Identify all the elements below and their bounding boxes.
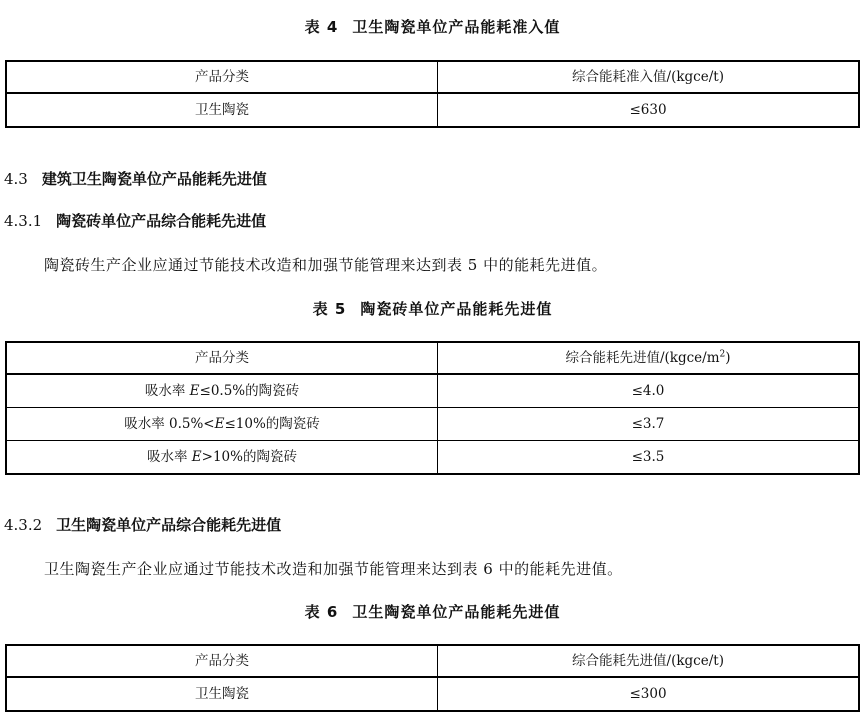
table4-caption-number: 表 4 [304, 18, 339, 36]
section-number: 4.3.2 [4, 516, 43, 534]
table-cell: 卫生陶瓷 [6, 677, 438, 711]
table-cell: ≤4.0 [438, 374, 860, 408]
table-header-row [6, 645, 859, 677]
header-unit-close: ) [725, 350, 731, 366]
cell-text: ≤10%的陶瓷砖 [224, 416, 320, 432]
section-heading-4-3 [4, 168, 267, 189]
section-heading-4-3-1 [4, 210, 266, 231]
table-header-cell: 综合能耗先进值/(kgce/t) [438, 645, 860, 677]
table5-caption-number: 表 5 [312, 300, 347, 318]
table-cell [6, 374, 438, 408]
cell-text: 吸水率 [144, 383, 190, 399]
table5 [5, 341, 860, 475]
table-cell: ≤630 [438, 93, 860, 127]
table6-caption-number: 表 6 [304, 603, 339, 621]
table-cell [6, 441, 438, 475]
table-cell: ≤3.7 [438, 408, 860, 441]
table-header-cell: 综合能耗准入值/(kgce/t) [438, 61, 860, 93]
table-header-cell: 产品分类 [6, 342, 438, 374]
cell-text: 吸水率 0.5%< [124, 416, 215, 432]
table6-caption [0, 601, 865, 622]
cell-text: >10%的陶瓷砖 [201, 449, 297, 465]
table-row [6, 374, 859, 408]
paragraph-4-3-2: 卫生陶瓷生产企业应通过节能技术改造和加强节能管理来达到表 6 中的能耗先进值。 [44, 560, 623, 578]
cell-variable: E [214, 416, 225, 432]
table-cell: ≤3.5 [438, 441, 860, 475]
table-row [6, 408, 859, 441]
table6-caption-title: 卫生陶瓷单位产品能耗先进值 [352, 603, 561, 621]
table4 [5, 60, 860, 128]
cell-text: ≤0.5%的陶瓷砖 [199, 383, 300, 399]
table4-caption [0, 16, 865, 37]
table-cell [6, 408, 438, 441]
cell-text: 吸水率 [147, 449, 192, 465]
section-title: 卫生陶瓷单位产品综合能耗先进值 [56, 516, 282, 534]
section-title: 陶瓷砖单位产品综合能耗先进值 [56, 212, 267, 230]
table-cell: 卫生陶瓷 [6, 93, 438, 127]
header-unit-text: 综合能耗先进值/(kgce/m [565, 350, 720, 366]
table-header-cell [438, 342, 860, 374]
section-title: 建筑卫生陶瓷单位产品能耗先进值 [41, 170, 267, 188]
cell-variable: E [191, 449, 202, 465]
table-header-row [6, 342, 859, 374]
cell-variable: E [189, 383, 200, 399]
section-number: 4.3.1 [4, 212, 43, 230]
table5-caption [0, 298, 865, 319]
table6 [5, 644, 860, 712]
header-unit-superscript: 2 [719, 349, 726, 360]
paragraph-4-3-1: 陶瓷砖生产企业应通过节能技术改造和加强节能管理来达到表 5 中的能耗先进值。 [44, 256, 608, 274]
table-row [6, 677, 859, 711]
table-row [6, 441, 859, 475]
table5-caption-title: 陶瓷砖单位产品能耗先进值 [360, 300, 553, 318]
table-header-cell: 产品分类 [6, 645, 438, 677]
section-number: 4.3 [4, 170, 28, 188]
table-header-cell: 产品分类 [6, 61, 438, 93]
table4-caption-title: 卫生陶瓷单位产品能耗准入值 [352, 18, 561, 36]
section-heading-4-3-2 [4, 514, 281, 535]
table-cell: ≤300 [438, 677, 860, 711]
table-header-row [6, 61, 859, 93]
table-row [6, 93, 859, 127]
